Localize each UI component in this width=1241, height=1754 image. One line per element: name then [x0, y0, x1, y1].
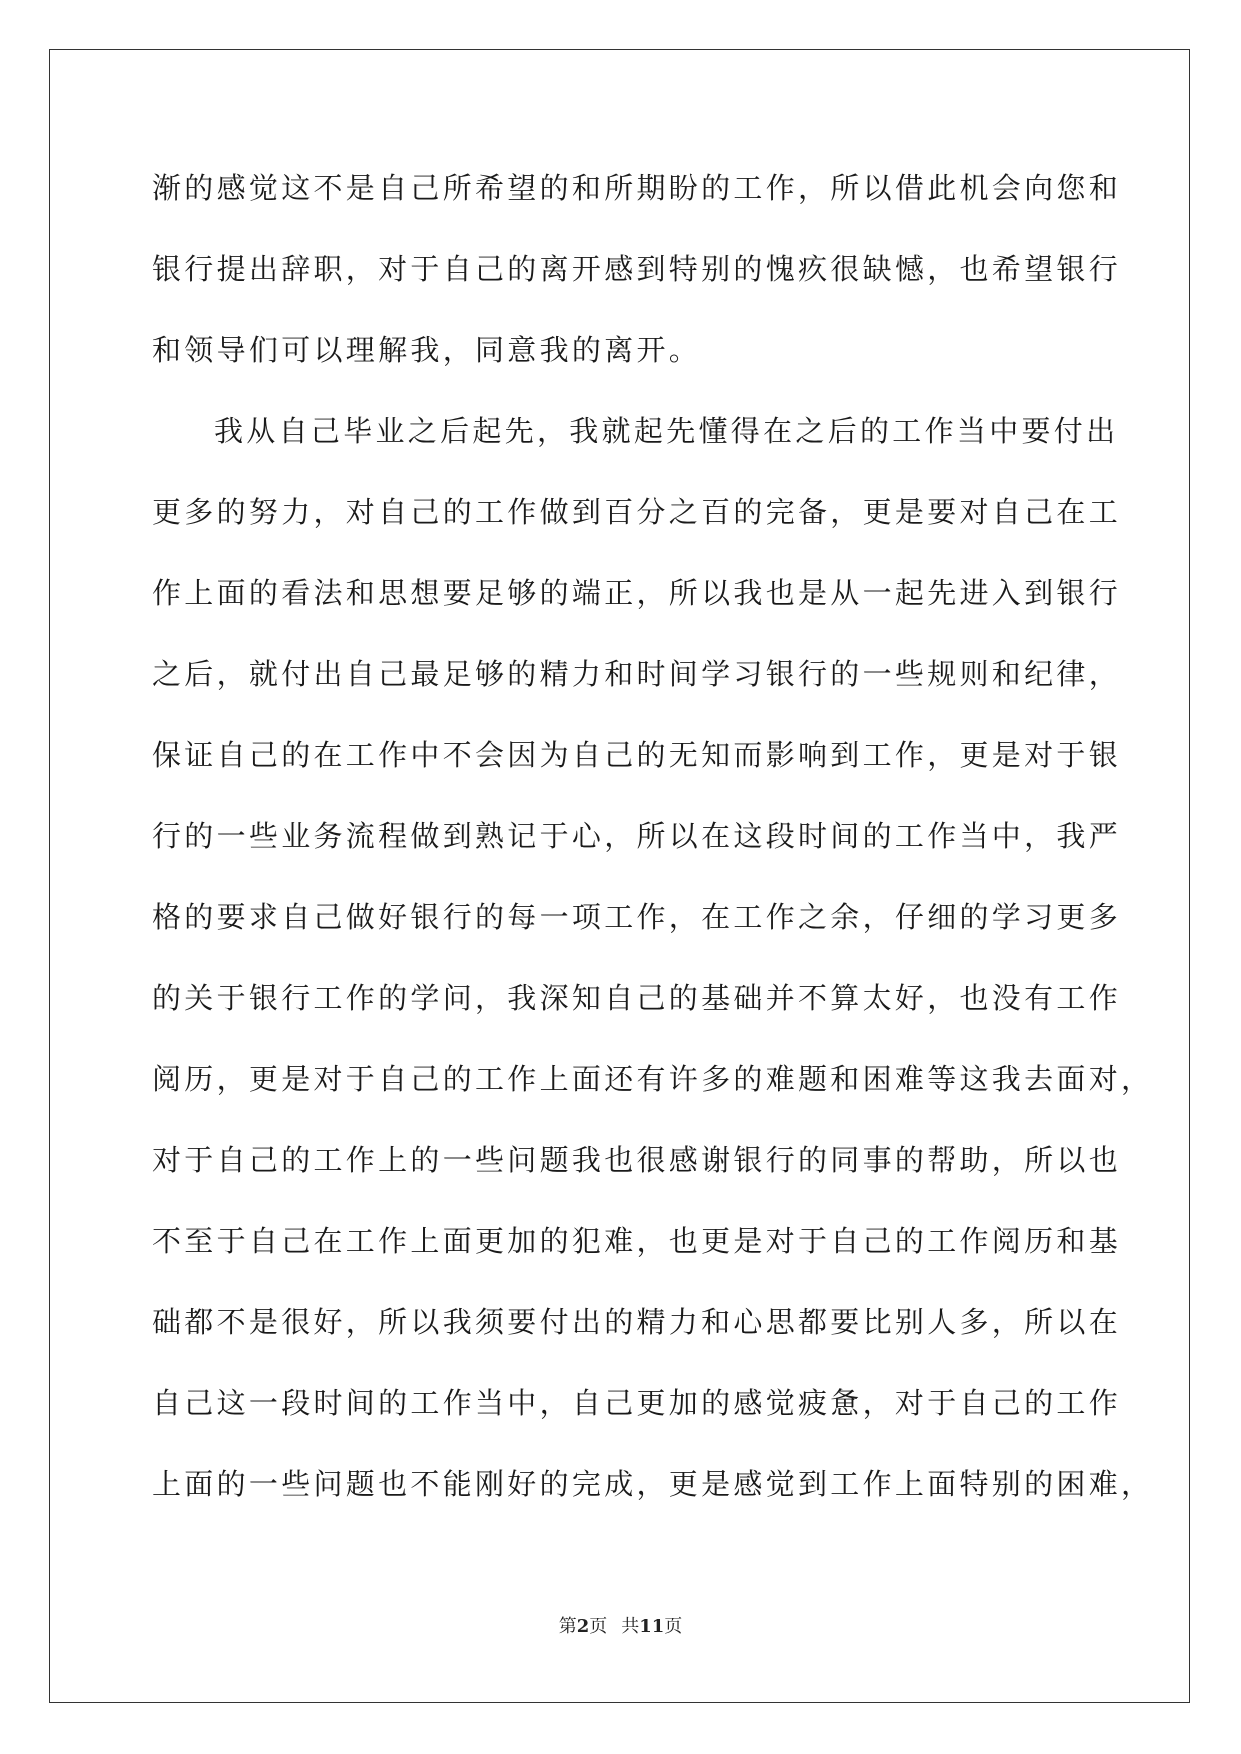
text-line: 格的要求自己做好银行的每一项工作，在工作之余，仔细的学习更多	[152, 900, 1122, 934]
text-line: 对于自己的工作上的一些问题我也很感谢银行的同事的帮助，所以也	[152, 1143, 1122, 1177]
page-prefix: 第	[558, 1616, 577, 1637]
page-number: 2	[576, 1616, 590, 1637]
total-pages: 11	[639, 1616, 665, 1637]
text-line: 更多的努力，对自己的工作做到百分之百的完备，更是要对自己在工	[152, 495, 1122, 529]
text-line: 的关于银行工作的学问，我深知自己的基础并不算太好，也没有工作	[152, 981, 1122, 1015]
document-body	[152, 158, 1154, 1535]
text-line: 保证自己的在工作中不会因为自己的无知而影响到工作，更是对于银	[152, 738, 1122, 772]
text-line: 上面的一些问题也不能刚好的完成，更是感觉到工作上面特别的困难，	[152, 1467, 1154, 1501]
text-line: 不至于自己在工作上面更加的犯难，也更是对于自己的工作阅历和基	[152, 1224, 1122, 1258]
text-line: 银行提出辞职，对于自己的离开感到特别的愧疚很缺憾，也希望银行	[152, 252, 1122, 286]
page-footer	[0, 1612, 1241, 1638]
text-line: 渐的感觉这不是自己所希望的和所期盼的工作，所以借此机会向您和	[152, 171, 1122, 205]
text-line: 阅历，更是对于自己的工作上面还有许多的难题和困难等这我去面对，	[152, 1062, 1154, 1096]
text-line: 行的一些业务流程做到熟记于心，所以在这段时间的工作当中，我严	[152, 819, 1122, 853]
paragraph-first-line: 我从自己毕业之后起先，我就起先懂得在之后的工作当中要付出	[214, 414, 1119, 448]
text-line: 自己这一段时间的工作当中，自己更加的感觉疲惫，对于自己的工作	[152, 1386, 1122, 1420]
text-line: 作上面的看法和思想要足够的端正，所以我也是从一起先进入到银行	[152, 576, 1122, 610]
page-suffix: 页	[589, 1616, 608, 1637]
text-line: 础都不是很好，所以我须要付出的精力和心思都要比别人多，所以在	[152, 1305, 1122, 1339]
text-line: 之后，就付出自己最足够的精力和时间学习银行的一些规则和纪律，	[152, 657, 1122, 691]
total-suffix: 页	[664, 1616, 683, 1637]
total-prefix: 共	[621, 1616, 640, 1637]
text-line: 和领导们可以理解我，同意我的离开。	[152, 333, 702, 367]
